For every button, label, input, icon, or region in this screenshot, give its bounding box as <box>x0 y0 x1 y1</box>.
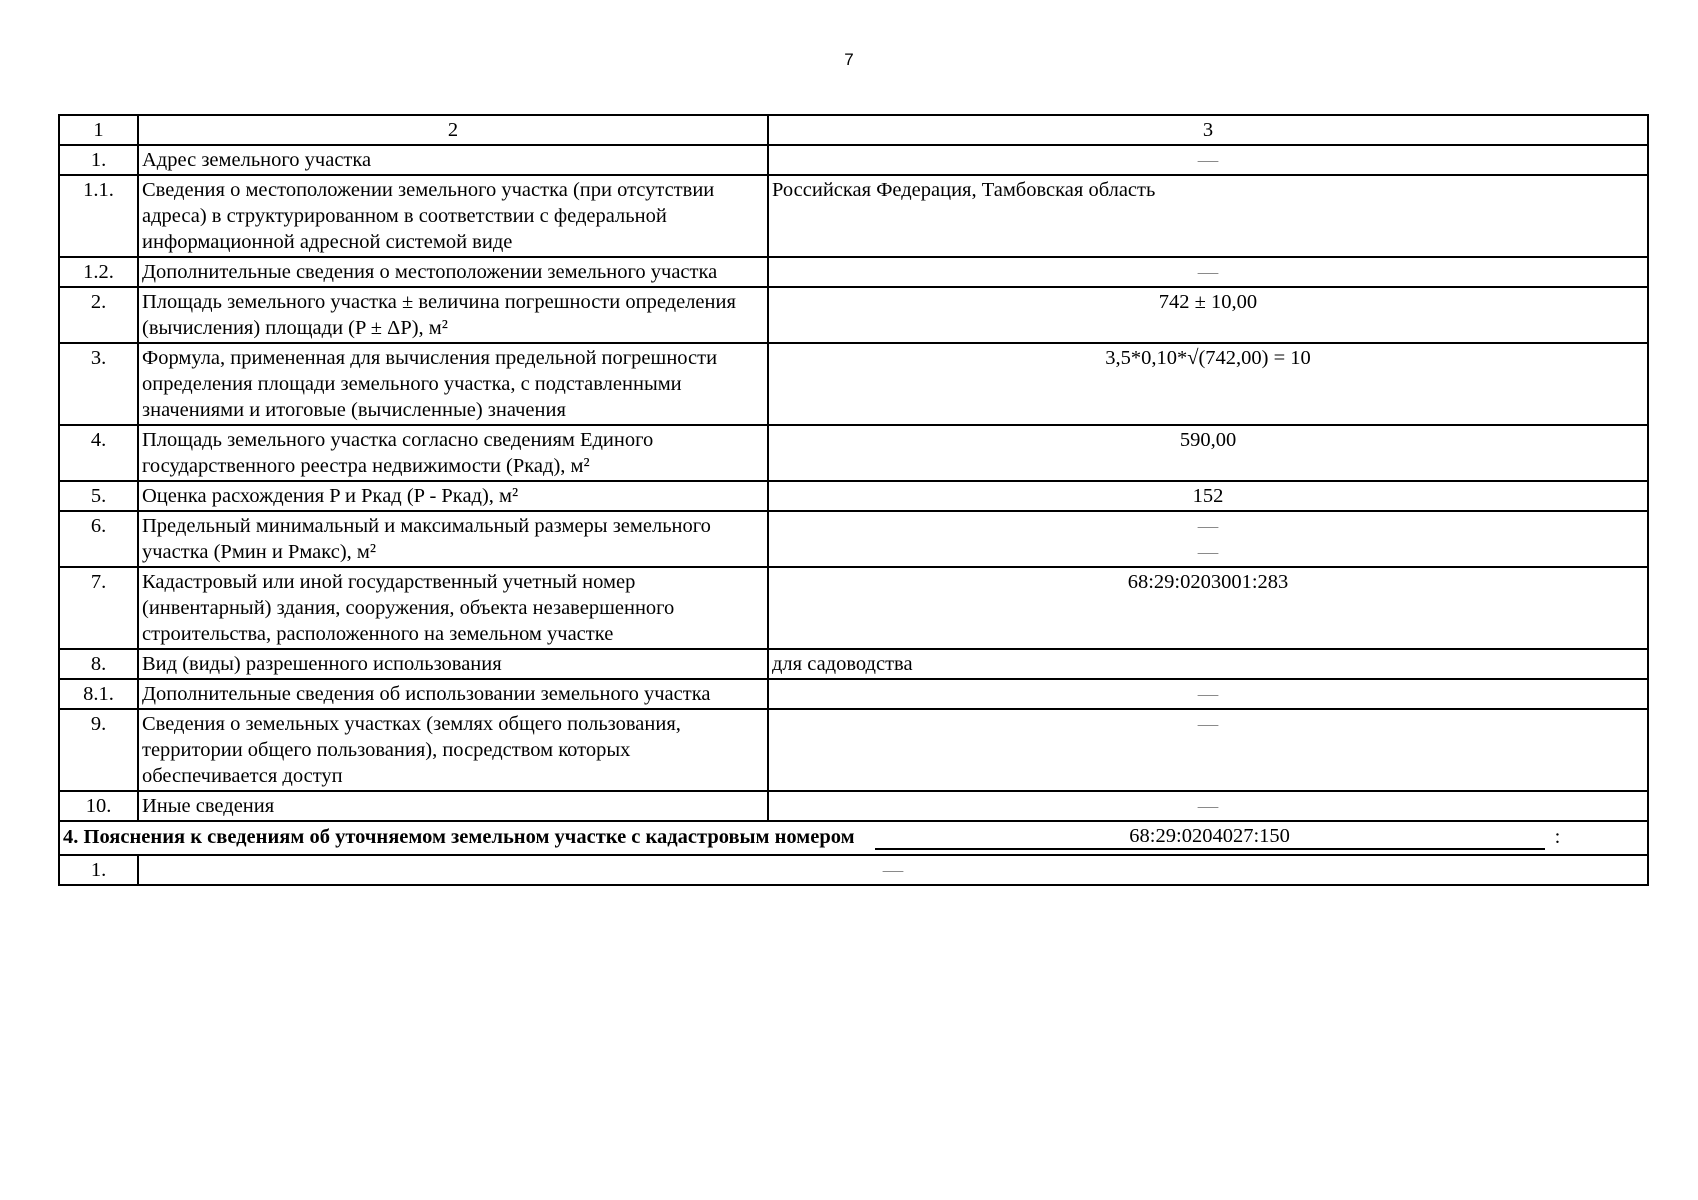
row-number: 5. <box>59 481 138 511</box>
row-number: 8.1. <box>59 679 138 709</box>
row-label: Площадь земельного участка согласно сведениям Единого государственного реестра недвижимости (Pкад), м² <box>138 425 768 481</box>
row-value: — <box>768 257 1648 287</box>
row-number: 1. <box>59 145 138 175</box>
row-number: 9. <box>59 709 138 791</box>
row-label: Кадастровый или иной государственный учетный номер (инвентарный) здания, сооружения, объекта незавершенного строительства, расположенного на земельном участке <box>138 567 768 649</box>
section-4-colon: : <box>1554 826 1561 848</box>
row-value: 742 ± 10,00 <box>768 287 1648 343</box>
row-label: Предельный минимальный и максимальный размеры земельного участка (Pмин и Pмакс), м² <box>138 511 768 567</box>
section-4-title: 4. Пояснения к сведениям об уточняемом земельном участке с кадастровым номером <box>63 826 855 848</box>
table-row <box>59 511 1648 567</box>
row-number: 10. <box>59 791 138 821</box>
header-col-1: 1 <box>59 115 138 145</box>
row-label: Сведения о земельных участках (землях общего пользования, территории общего пользования), посредством которых обеспечивается доступ <box>138 709 768 791</box>
row-value: — <box>768 791 1648 821</box>
table-row <box>59 481 1648 511</box>
table-row <box>59 287 1648 343</box>
section-4-heading-row <box>59 821 1648 855</box>
row-number: 7. <box>59 567 138 649</box>
row-value: для садоводства <box>768 649 1648 679</box>
table-row <box>59 567 1648 649</box>
section-4-heading <box>59 821 1648 855</box>
table-row <box>59 649 1648 679</box>
row-label: Адрес земельного участка <box>138 145 768 175</box>
table-row <box>59 709 1648 791</box>
row-number: 6. <box>59 511 138 567</box>
row-value: — <box>138 855 1648 885</box>
table-header-row <box>59 115 1648 145</box>
row-number: 1.2. <box>59 257 138 287</box>
min-size-value: — <box>1197 515 1219 537</box>
table-row <box>59 425 1648 481</box>
table-row <box>59 679 1648 709</box>
row-value: 152 <box>768 481 1648 511</box>
row-label: Формула, примененная для вычисления предельной погрешности определения площади земельного участка, с подставленными значениями и итоговые (вычисленные) значения <box>138 343 768 425</box>
row-value: — <box>768 145 1648 175</box>
row-label: Дополнительные сведения об использовании земельного участка <box>138 679 768 709</box>
row-value: Российская Федерация, Тамбовская область <box>768 175 1648 257</box>
max-size-value: — <box>1197 541 1219 563</box>
table-row <box>59 343 1648 425</box>
row-number: 4. <box>59 425 138 481</box>
row-number: 1. <box>59 855 138 885</box>
section-4-cadastral-number: 68:29:0204027:150 <box>875 824 1545 850</box>
table-row <box>59 791 1648 821</box>
row-label: Вид (виды) разрешенного использования <box>138 649 768 679</box>
row-number: 1.1. <box>59 175 138 257</box>
row-label: Дополнительные сведения о местоположении земельного участка <box>138 257 768 287</box>
row-value: — <box>768 679 1648 709</box>
row-value: 68:29:0203001:283 <box>768 567 1648 649</box>
row-label: Площадь земельного участка ± величина погрешности определения (вычисления) площади (P ± ΔP), м² <box>138 287 768 343</box>
row-value: 590,00 <box>768 425 1648 481</box>
table-row <box>59 257 1648 287</box>
row-value <box>768 511 1648 567</box>
row-number: 8. <box>59 649 138 679</box>
table-row <box>59 145 1648 175</box>
table-row <box>59 855 1648 885</box>
header-col-2: 2 <box>138 115 768 145</box>
row-label: Иные сведения <box>138 791 768 821</box>
row-value: — <box>768 709 1648 791</box>
page-number: 7 <box>844 50 854 69</box>
land-plot-info-table <box>58 114 1649 886</box>
row-value: 3,5*0,10*√(742,00) = 10 <box>768 343 1648 425</box>
row-label: Оценка расхождения P и Pкад (P - Pкад), м² <box>138 481 768 511</box>
table-row <box>59 175 1648 257</box>
header-col-3: 3 <box>768 115 1648 145</box>
row-number: 2. <box>59 287 138 343</box>
row-number: 3. <box>59 343 138 425</box>
row-label: Сведения о местоположении земельного участка (при отсутствии адреса) в структурированном в соответствии с федеральной информационной адресной системой виде <box>138 175 768 257</box>
